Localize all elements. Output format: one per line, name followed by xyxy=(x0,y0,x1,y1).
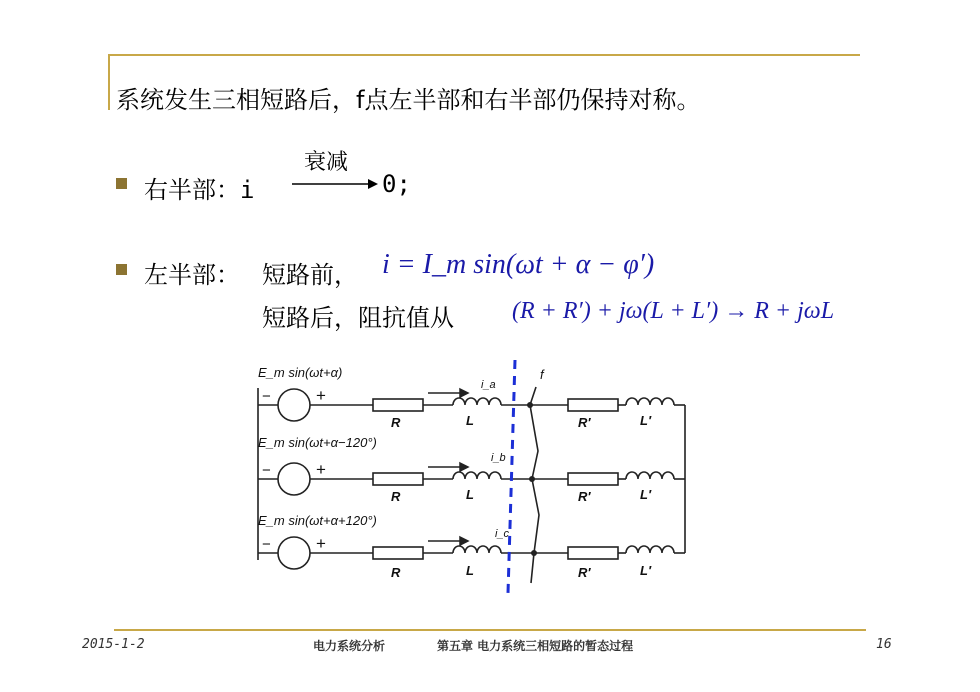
plus-c: + xyxy=(316,534,326,553)
inductor-prime-a-label: L′ xyxy=(640,413,652,428)
inductor-a-label: L xyxy=(466,413,474,428)
current-a-label: i_a xyxy=(481,379,496,391)
header-side-rule xyxy=(108,54,110,110)
fault-point-label: f xyxy=(540,367,544,382)
inductor-c-label: L xyxy=(466,563,474,578)
minus-b: − xyxy=(262,462,271,479)
after-label: 短路后，阻抗值从 xyxy=(262,304,454,332)
header-rule xyxy=(108,54,860,56)
source-c-label: E_m sin(ωt+α+120°) xyxy=(258,513,377,528)
decay-label: 衰减 xyxy=(304,150,349,175)
resistor-c-label: R xyxy=(391,565,401,580)
footer-rule xyxy=(114,629,866,631)
after-formula xyxy=(512,298,834,325)
resistor-prime-b-label: R′ xyxy=(578,489,591,504)
right-half-label: 右半部： xyxy=(144,176,240,204)
left-half-label: 左半部： xyxy=(144,261,240,289)
source-b-label: E_m sin(ωt+α−120°) xyxy=(258,435,377,450)
before-label: 短路前， xyxy=(262,261,358,289)
source-a-label: E_m sin(ωt+α) xyxy=(258,365,343,380)
inductor-prime-b-label: L′ xyxy=(640,487,652,502)
resistor-b-label: R xyxy=(391,489,401,504)
right-half-result: 0; xyxy=(382,170,411,198)
footer-page-number: 16 xyxy=(876,637,892,652)
resistor-a-label: R xyxy=(391,415,401,430)
inductor-b-label: L xyxy=(466,487,474,502)
decay-arrow xyxy=(290,178,380,190)
before-formula xyxy=(382,249,654,281)
footer-date: 2015-1-2 xyxy=(82,637,145,652)
minus-c: − xyxy=(262,536,271,553)
right-half-var: i xyxy=(240,176,255,204)
three-phase-circuit-diagram xyxy=(238,355,698,600)
resistor-prime-a-label: R′ xyxy=(578,415,591,430)
right-half-line xyxy=(144,170,254,205)
intro-text: 系统发生三相短路后，f点左半部和右半部仍保持对称。 xyxy=(116,86,701,114)
inductor-prime-c-label: L′ xyxy=(640,563,652,578)
current-b-label: i_b xyxy=(491,452,506,464)
minus-a: − xyxy=(262,388,271,405)
footer-chapter: 第五章 电力系统三相短路的暂态过程 xyxy=(437,639,634,653)
bullet-right-half xyxy=(116,178,127,189)
after-formula-text: (R + R′) + jω(L + L′) → R + jωL xyxy=(512,298,835,324)
current-c-label: i_c xyxy=(495,528,510,540)
before-formula-text: i = I_m sin(ωt + α − φ′) xyxy=(382,249,655,280)
resistor-prime-c-label: R′ xyxy=(578,565,591,580)
plus-b: + xyxy=(316,460,326,479)
bullet-left-half xyxy=(116,264,127,275)
plus-a: + xyxy=(316,386,326,405)
footer-course: 电力系统分析 xyxy=(313,639,386,653)
